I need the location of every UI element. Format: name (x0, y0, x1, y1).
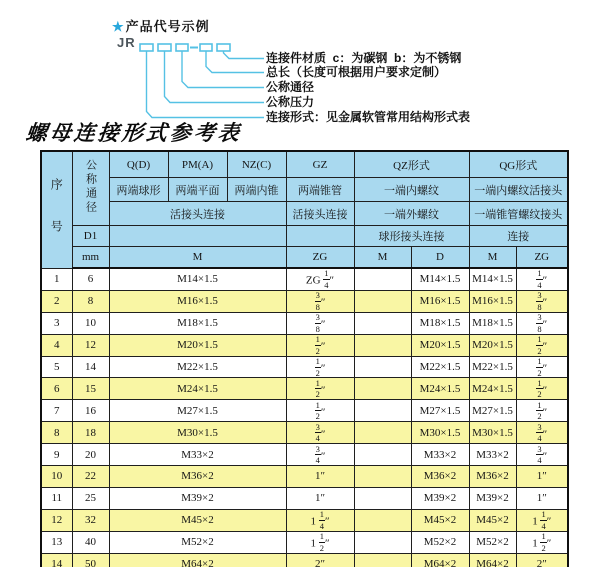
cell-qz-m (354, 509, 411, 531)
cell-dn: 12 (72, 334, 109, 356)
desc-nzc: 两端内锥 (227, 178, 286, 202)
cell-qg-zg: $\frac{1}{2}$ ″ (516, 356, 568, 378)
table-row (41, 356, 568, 378)
cell-dn: 8 (72, 290, 109, 312)
cell-m: M20×1.5 (109, 334, 286, 356)
table-row (41, 487, 568, 509)
code-label-form: 连接形式：见金属软管常用结构形式表 (266, 110, 471, 124)
code-box-1 (140, 44, 153, 51)
cell-seq: 12 (41, 509, 72, 531)
table-row (41, 400, 568, 422)
cell-gz-zg: ZG $\frac{1}{4}$ ″ (286, 268, 354, 290)
table-row (41, 290, 568, 312)
cell-qg-zg: 1 $\frac{1}{4}$ ″ (516, 509, 568, 531)
table-header (41, 151, 568, 268)
cell-qg-zg: $\frac{3}{4}$ ″ (516, 444, 568, 466)
cell-dn: 25 (72, 487, 109, 509)
cell-gz-zg: 1 $\frac{1}{2}$ ″ (286, 531, 354, 553)
cell-qz-d: M30×1.5 (411, 422, 469, 444)
cell-qz-d: M24×1.5 (411, 378, 469, 400)
table-row (41, 334, 568, 356)
diagram-heading-text: 产品代号示例 (125, 19, 210, 34)
cell-qg-zg: 1 $\frac{1}{2}$ ″ (516, 531, 568, 553)
cell-qz-d: M64×2 (411, 553, 469, 567)
cell-m: M30×1.5 (109, 422, 286, 444)
cell-dn: 20 (72, 444, 109, 466)
cell-qz-m (354, 356, 411, 378)
cell-qg-m: M20×1.5 (469, 334, 516, 356)
table-row (41, 531, 568, 553)
cell-qz-d: M39×2 (411, 487, 469, 509)
cell-gz-zg: 1″ (286, 487, 354, 509)
cell-qg-zg: $\frac{1}{4}$ ″ (516, 268, 568, 290)
cell-m: M64×2 (109, 553, 286, 567)
col-header-gz: GZ (286, 151, 354, 178)
cell-qg-m: M52×2 (469, 531, 516, 553)
code-label-length: 总长（长度可根据用户要求定制） (266, 65, 447, 79)
cell-seq: 5 (41, 356, 72, 378)
seq-header-label: 序号 (49, 178, 64, 263)
desc-qg: 一端内螺纹活接头 (469, 178, 568, 202)
gz-sub-label: ZG (286, 247, 354, 269)
cell-qz-d: M36×2 (411, 466, 469, 488)
cell-gz-zg: $\frac{3}{4}$ ″ (286, 422, 354, 444)
cell-qg-m: M33×2 (469, 444, 516, 466)
cell-seq: 11 (41, 487, 72, 509)
gz-row4-empty (286, 226, 354, 247)
cell-qg-m: M39×2 (469, 487, 516, 509)
cell-seq: 2 (41, 290, 72, 312)
col-header-qd: Q(D) (109, 151, 168, 178)
cell-dn: 50 (72, 553, 109, 567)
cell-qz-d: M52×2 (411, 531, 469, 553)
cell-qg-m: M16×1.5 (469, 290, 516, 312)
cell-qz-m (354, 268, 411, 290)
cell-qz-m (354, 400, 411, 422)
cell-qz-m (354, 290, 411, 312)
cell-qg-zg: $\frac{1}{2}$ ″ (516, 400, 568, 422)
cell-qg-m: M45×2 (469, 509, 516, 531)
cell-dn: 32 (72, 509, 109, 531)
cell-qz-m (354, 531, 411, 553)
cell-m: M36×2 (109, 466, 286, 488)
union-span-label: 活接头连接 (109, 202, 286, 226)
qz-row3-label: 一端外螺纹 (354, 202, 469, 226)
cell-m: M39×2 (109, 487, 286, 509)
table-row (41, 378, 568, 400)
cell-qg-m: M64×2 (469, 553, 516, 567)
cell-qg-m: M30×1.5 (469, 422, 516, 444)
connector-line-length (206, 51, 264, 73)
cell-qz-d: M20×1.5 (411, 334, 469, 356)
cell-gz-zg: $\frac{1}{2}$ ″ (286, 334, 354, 356)
cell-qz-d: M22×1.5 (411, 356, 469, 378)
connector-line-material (224, 51, 265, 59)
desc-pma: 两端平面 (168, 178, 227, 202)
code-label-material: 连接件材质 c：为碳钢 b：为不锈钢 (266, 51, 462, 65)
cell-gz-zg: $\frac{1}{2}$ ″ (286, 356, 354, 378)
d1-label: D1 (72, 226, 109, 247)
table-body (41, 268, 568, 567)
cell-m: M27×1.5 (109, 400, 286, 422)
cell-dn: 18 (72, 422, 109, 444)
cell-m: M18×1.5 (109, 312, 286, 334)
connector-line-pressure (165, 51, 265, 103)
desc-qd: 两端球形 (109, 178, 168, 202)
cell-dn: 40 (72, 531, 109, 553)
cell-qg-zg: 2″ (516, 553, 568, 567)
table-row (41, 509, 568, 531)
mm-label: mm (72, 247, 109, 269)
cell-dn: 10 (72, 312, 109, 334)
code-box-2 (158, 44, 171, 51)
cell-dn: 14 (72, 356, 109, 378)
cell-qg-m: M14×1.5 (469, 268, 516, 290)
connector-line-form (147, 51, 265, 118)
cell-m: M24×1.5 (109, 378, 286, 400)
qz-sub-m: M (354, 247, 411, 269)
cell-qz-m (354, 466, 411, 488)
qg-sub-m: M (469, 247, 516, 269)
cell-qg-zg: $\frac{1}{2}$ ″ (516, 378, 568, 400)
cell-qz-d: M16×1.5 (411, 290, 469, 312)
cell-seq: 14 (41, 553, 72, 567)
cell-dn: 16 (72, 400, 109, 422)
cell-seq: 6 (41, 378, 72, 400)
desc-gz: 两端锥管 (286, 178, 354, 202)
cell-m: M22×1.5 (109, 356, 286, 378)
cell-qg-zg: 1″ (516, 466, 568, 488)
cell-seq: 10 (41, 466, 72, 488)
col-header-dn (72, 151, 109, 226)
cell-qz-d: M45×2 (411, 509, 469, 531)
cell-dn: 15 (72, 378, 109, 400)
code-box-3 (176, 44, 188, 51)
cell-qg-zg: $\frac{3}{8}$ ″ (516, 290, 568, 312)
cell-qg-zg: 1″ (516, 487, 568, 509)
cell-qg-zg: $\frac{3}{8}$ ″ (516, 312, 568, 334)
col-header-seq (41, 151, 72, 268)
cell-seq: 4 (41, 334, 72, 356)
cell-qz-m (354, 487, 411, 509)
qg-row4-label: 连接 (469, 226, 568, 247)
d1-empty-span (109, 226, 286, 247)
cell-qg-m: M36×2 (469, 466, 516, 488)
cell-qz-m (354, 553, 411, 567)
qg-sub-zg: ZG (516, 247, 568, 269)
table-row (41, 312, 568, 334)
col-header-pma: PM(A) (168, 151, 227, 178)
page-title: 螺母连接形式参考表 (24, 121, 244, 145)
table-row (41, 268, 568, 290)
code-label-diameter: 公称通径 (266, 80, 315, 94)
m-span-label: M (109, 247, 286, 269)
cell-seq: 1 (41, 268, 72, 290)
cell-qz-m (354, 422, 411, 444)
cell-qg-m: M24×1.5 (469, 378, 516, 400)
col-header-qz: QZ形式 (354, 151, 469, 178)
cell-gz-zg: 2″ (286, 553, 354, 567)
code-box-5 (217, 44, 230, 51)
table-row (41, 553, 568, 567)
cell-qz-d: M33×2 (411, 444, 469, 466)
cell-gz-zg: 1″ (286, 466, 354, 488)
col-header-qg: QG形式 (469, 151, 568, 178)
cell-gz-zg: $\frac{3}{4}$ ″ (286, 444, 354, 466)
code-prefix: JR (117, 35, 136, 50)
cell-seq: 7 (41, 400, 72, 422)
cell-seq: 8 (41, 422, 72, 444)
cell-dn: 22 (72, 466, 109, 488)
cell-qz-d: M14×1.5 (411, 268, 469, 290)
cell-dn: 6 (72, 268, 109, 290)
cell-qg-zg: $\frac{3}{4}$ ″ (516, 422, 568, 444)
nut-connection-table (40, 150, 569, 567)
cell-seq: 3 (41, 312, 72, 334)
cell-qg-zg: $\frac{1}{2}$ ″ (516, 334, 568, 356)
star-icon: ★ (112, 19, 124, 34)
cell-qz-m (354, 444, 411, 466)
dn-header-label: 公称通径 (84, 159, 97, 215)
cell-qz-d: M18×1.5 (411, 312, 469, 334)
qz-row4-label: 球形接头连接 (354, 226, 469, 247)
desc-qz: 一端内螺纹 (354, 178, 469, 202)
gz-row3-label: 活接头连接 (286, 202, 354, 226)
cell-qg-m: M27×1.5 (469, 400, 516, 422)
cell-qz-m (354, 334, 411, 356)
cell-seq: 13 (41, 531, 72, 553)
qz-sub-d: D (411, 247, 469, 269)
cell-m: M14×1.5 (109, 268, 286, 290)
cell-qg-m: M22×1.5 (469, 356, 516, 378)
code-label-pressure: 公称压力 (266, 95, 315, 109)
connector-line-diameter (182, 51, 264, 88)
code-box-4 (200, 44, 212, 51)
cell-gz-zg: 1 $\frac{1}{4}$ ″ (286, 509, 354, 531)
cell-gz-zg: $\frac{3}{8}$ ″ (286, 290, 354, 312)
cell-gz-zg: $\frac{3}{8}$ ″ (286, 312, 354, 334)
cell-gz-zg: $\frac{1}{2}$ ″ (286, 378, 354, 400)
cell-qz-m (354, 378, 411, 400)
table-row (41, 422, 568, 444)
cell-qz-m (354, 312, 411, 334)
cell-seq: 9 (41, 444, 72, 466)
cell-qz-d: M27×1.5 (411, 400, 469, 422)
diagram-heading (112, 16, 210, 35)
table-row (41, 444, 568, 466)
qg-row3-label: 一端锥管螺纹接头 (469, 202, 568, 226)
table-row (41, 466, 568, 488)
cell-m: M52×2 (109, 531, 286, 553)
cell-m: M33×2 (109, 444, 286, 466)
cell-gz-zg: $\frac{1}{2}$ ″ (286, 400, 354, 422)
cell-m: M16×1.5 (109, 290, 286, 312)
col-header-nzc: NZ(C) (227, 151, 286, 178)
cell-qg-m: M18×1.5 (469, 312, 516, 334)
cell-m: M45×2 (109, 509, 286, 531)
